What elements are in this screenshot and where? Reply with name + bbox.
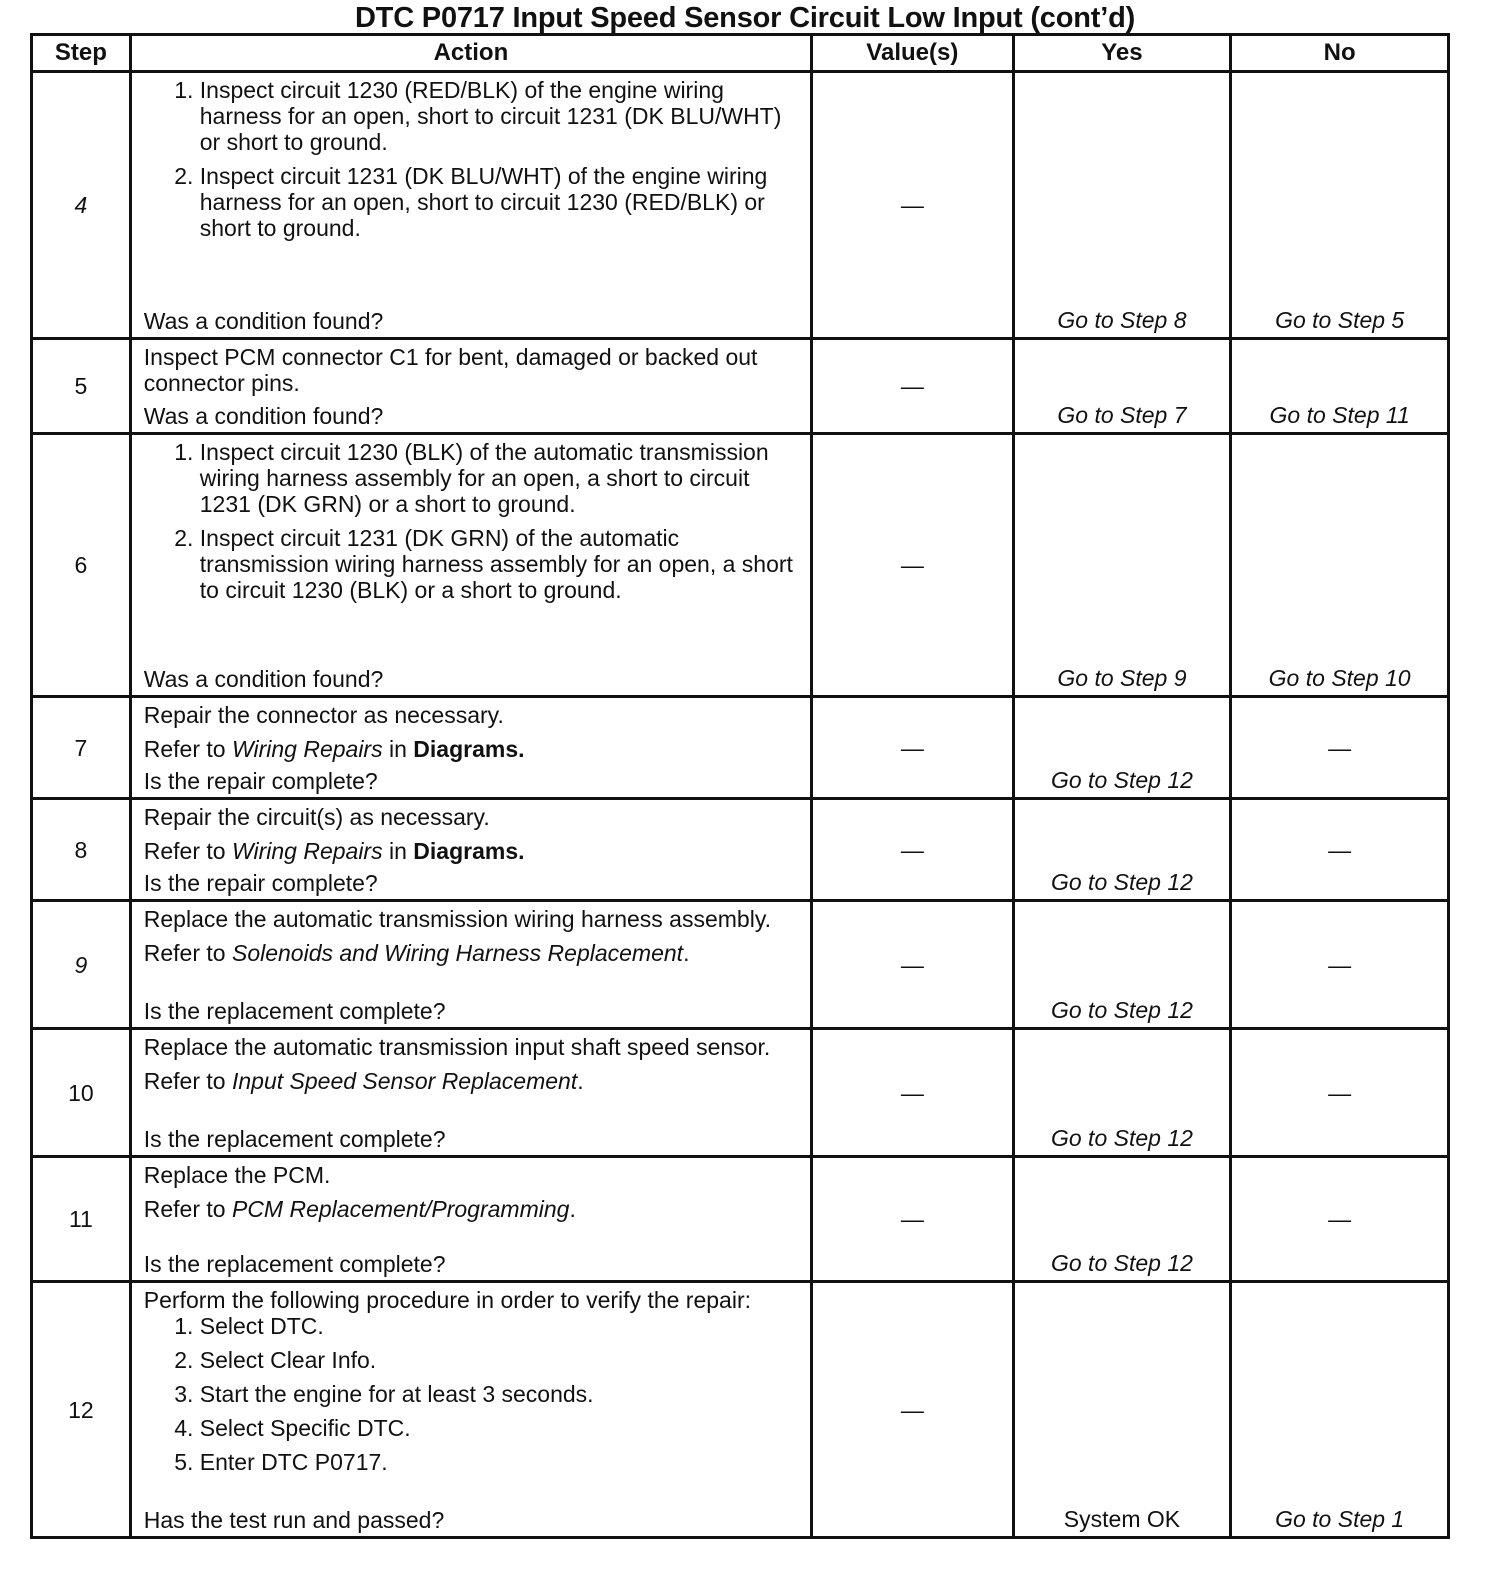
yes-link[interactable]: Go to Step 12 [1013, 1157, 1231, 1282]
step-number: 4 [32, 72, 131, 339]
no-link[interactable]: Go to Step 5 [1231, 72, 1449, 339]
action-text: Perform the following procedure in order to verify the repair: [143, 1287, 751, 1313]
action-list [144, 77, 800, 241]
table-row [32, 799, 1449, 901]
yes-link[interactable]: Go to Step 8 [1013, 72, 1231, 339]
refer-text: Refer to PCM Replacement/Programming. [143, 1196, 576, 1222]
action-cell [130, 434, 811, 697]
action-cell [130, 1029, 811, 1157]
table-row [32, 1282, 1449, 1538]
step-number: 6 [32, 434, 131, 697]
no-link[interactable]: Go to Step 11 [1231, 339, 1449, 434]
step-number: 8 [32, 799, 131, 901]
procedure-item: 1. Select DTC. [200, 1313, 800, 1339]
header-no: No [1231, 35, 1449, 72]
yes-link[interactable]: Go to Step 12 [1013, 799, 1231, 901]
value-cell: — [812, 697, 1014, 799]
header-values: Value(s) [812, 35, 1014, 72]
header-action: Action [130, 35, 811, 72]
step-number: 5 [32, 339, 131, 434]
refer-text: Refer to Solenoids and Wiring Harness Replacement. [143, 940, 690, 966]
yes-link[interactable]: Go to Step 7 [1013, 339, 1231, 434]
value-cell: — [812, 1282, 1014, 1538]
question-text: Is the replacement complete? [143, 1251, 446, 1277]
value-cell: — [812, 72, 1014, 339]
action-text: Repair the connector as necessary. [143, 702, 504, 728]
action-cell [130, 799, 811, 901]
action-item: 2. Inspect circuit 1231 (DK BLU/WHT) of the engine wiring harness for an open, short to circuit 1230 (RED/BLK) or short to ground. [200, 163, 800, 241]
value-cell: — [812, 1029, 1014, 1157]
header-step: Step [32, 35, 131, 72]
question-text: Is the repair complete? [143, 768, 378, 794]
question-text: Was a condition found? [143, 666, 384, 692]
value-cell: — [812, 1157, 1014, 1282]
table-row [32, 697, 1449, 799]
yes-result: System OK [1013, 1282, 1231, 1538]
reference-link: Solenoids and Wiring Harness Replacement [231, 940, 684, 966]
action-cell [130, 1157, 811, 1282]
action-text: Repair the circuit(s) as necessary. [143, 804, 490, 830]
reference-link: Wiring Repairs [231, 736, 383, 762]
action-cell [130, 901, 811, 1029]
no-link[interactable]: Go to Step 10 [1231, 434, 1449, 697]
no-cell: — [1231, 697, 1449, 799]
question-text: Was a condition found? [143, 308, 384, 334]
step-number: 12 [32, 1282, 131, 1538]
no-cell: — [1231, 901, 1449, 1029]
page-title: DTC P0717 Input Speed Sensor Circuit Low Input (cont’d) [354, 2, 1136, 34]
value-cell: — [812, 434, 1014, 697]
action-cell [130, 72, 811, 339]
step-number: 11 [32, 1157, 131, 1282]
reference-link: Input Speed Sensor Replacement [231, 1068, 578, 1094]
refer-text: Refer to Input Speed Sensor Replacement. [143, 1068, 584, 1094]
no-cell: — [1231, 1157, 1449, 1282]
action-text: Replace the automatic transmission input shaft speed sensor. [143, 1034, 771, 1060]
header-yes: Yes [1013, 35, 1231, 72]
action-text: Inspect PCM connector C1 for bent, damaged or backed out connector pins. [143, 344, 758, 396]
refer-text: Refer to Wiring Repairs in Diagrams. [143, 838, 525, 864]
table-row [32, 1029, 1449, 1157]
table-row [32, 901, 1449, 1029]
step-number: 10 [32, 1029, 131, 1157]
table-row [32, 1157, 1449, 1282]
table-row [32, 339, 1449, 434]
value-cell: — [812, 901, 1014, 1029]
action-cell [130, 1282, 811, 1538]
procedure-item: 2. Select Clear Info. [200, 1347, 800, 1373]
value-cell: — [812, 339, 1014, 434]
no-link[interactable]: Go to Step 1 [1231, 1282, 1449, 1538]
procedure-item: 3. Start the engine for at least 3 seconds. [200, 1381, 800, 1407]
action-item: 2. Inspect circuit 1231 (DK GRN) of the automatic transmission wiring harness assembly for an open, a short to circuit 1230 (BLK) or a short to ground. [200, 525, 800, 603]
step-number: 9 [32, 901, 131, 1029]
action-cell [130, 697, 811, 799]
yes-link[interactable]: Go to Step 12 [1013, 901, 1231, 1029]
procedure-item: 5. Enter DTC P0717. [200, 1449, 800, 1475]
action-item: 1. Inspect circuit 1230 (BLK) of the automatic transmission wiring harness assembly for an open, a short to circuit 1231 (DK GRN) or a short to ground. [200, 439, 800, 517]
action-text: Replace the PCM. [143, 1162, 331, 1188]
question-text: Is the repair complete? [143, 870, 378, 896]
diagnostic-table [30, 33, 1450, 1539]
reference-link: PCM Replacement/Programming [231, 1196, 570, 1222]
table-row [32, 434, 1449, 697]
procedure-item: 4. Select Specific DTC. [200, 1415, 800, 1441]
no-cell: — [1231, 799, 1449, 901]
action-cell [130, 339, 811, 434]
step-number: 7 [32, 697, 131, 799]
yes-link[interactable]: Go to Step 12 [1013, 1029, 1231, 1157]
action-item: 1. Inspect circuit 1230 (RED/BLK) of the engine wiring harness for an open, short to circuit 1231 (DK BLU/WHT) or short to ground. [200, 77, 800, 155]
question-text: Is the replacement complete? [143, 998, 446, 1024]
table-row [32, 72, 1449, 339]
refer-text: Refer to Wiring Repairs in Diagrams. [143, 736, 525, 762]
procedure-list [144, 1313, 800, 1475]
action-list [144, 439, 800, 603]
value-cell: — [812, 799, 1014, 901]
question-text: Has the test run and passed? [143, 1507, 445, 1533]
no-cell: — [1231, 1029, 1449, 1157]
reference-link: Wiring Repairs [231, 838, 383, 864]
yes-link[interactable]: Go to Step 12 [1013, 697, 1231, 799]
yes-link[interactable]: Go to Step 9 [1013, 434, 1231, 697]
question-text: Was a condition found? [143, 403, 384, 429]
action-text: Replace the automatic transmission wiring harness assembly. [143, 906, 771, 932]
question-text: Is the replacement complete? [143, 1126, 446, 1152]
header-row [32, 35, 1449, 72]
